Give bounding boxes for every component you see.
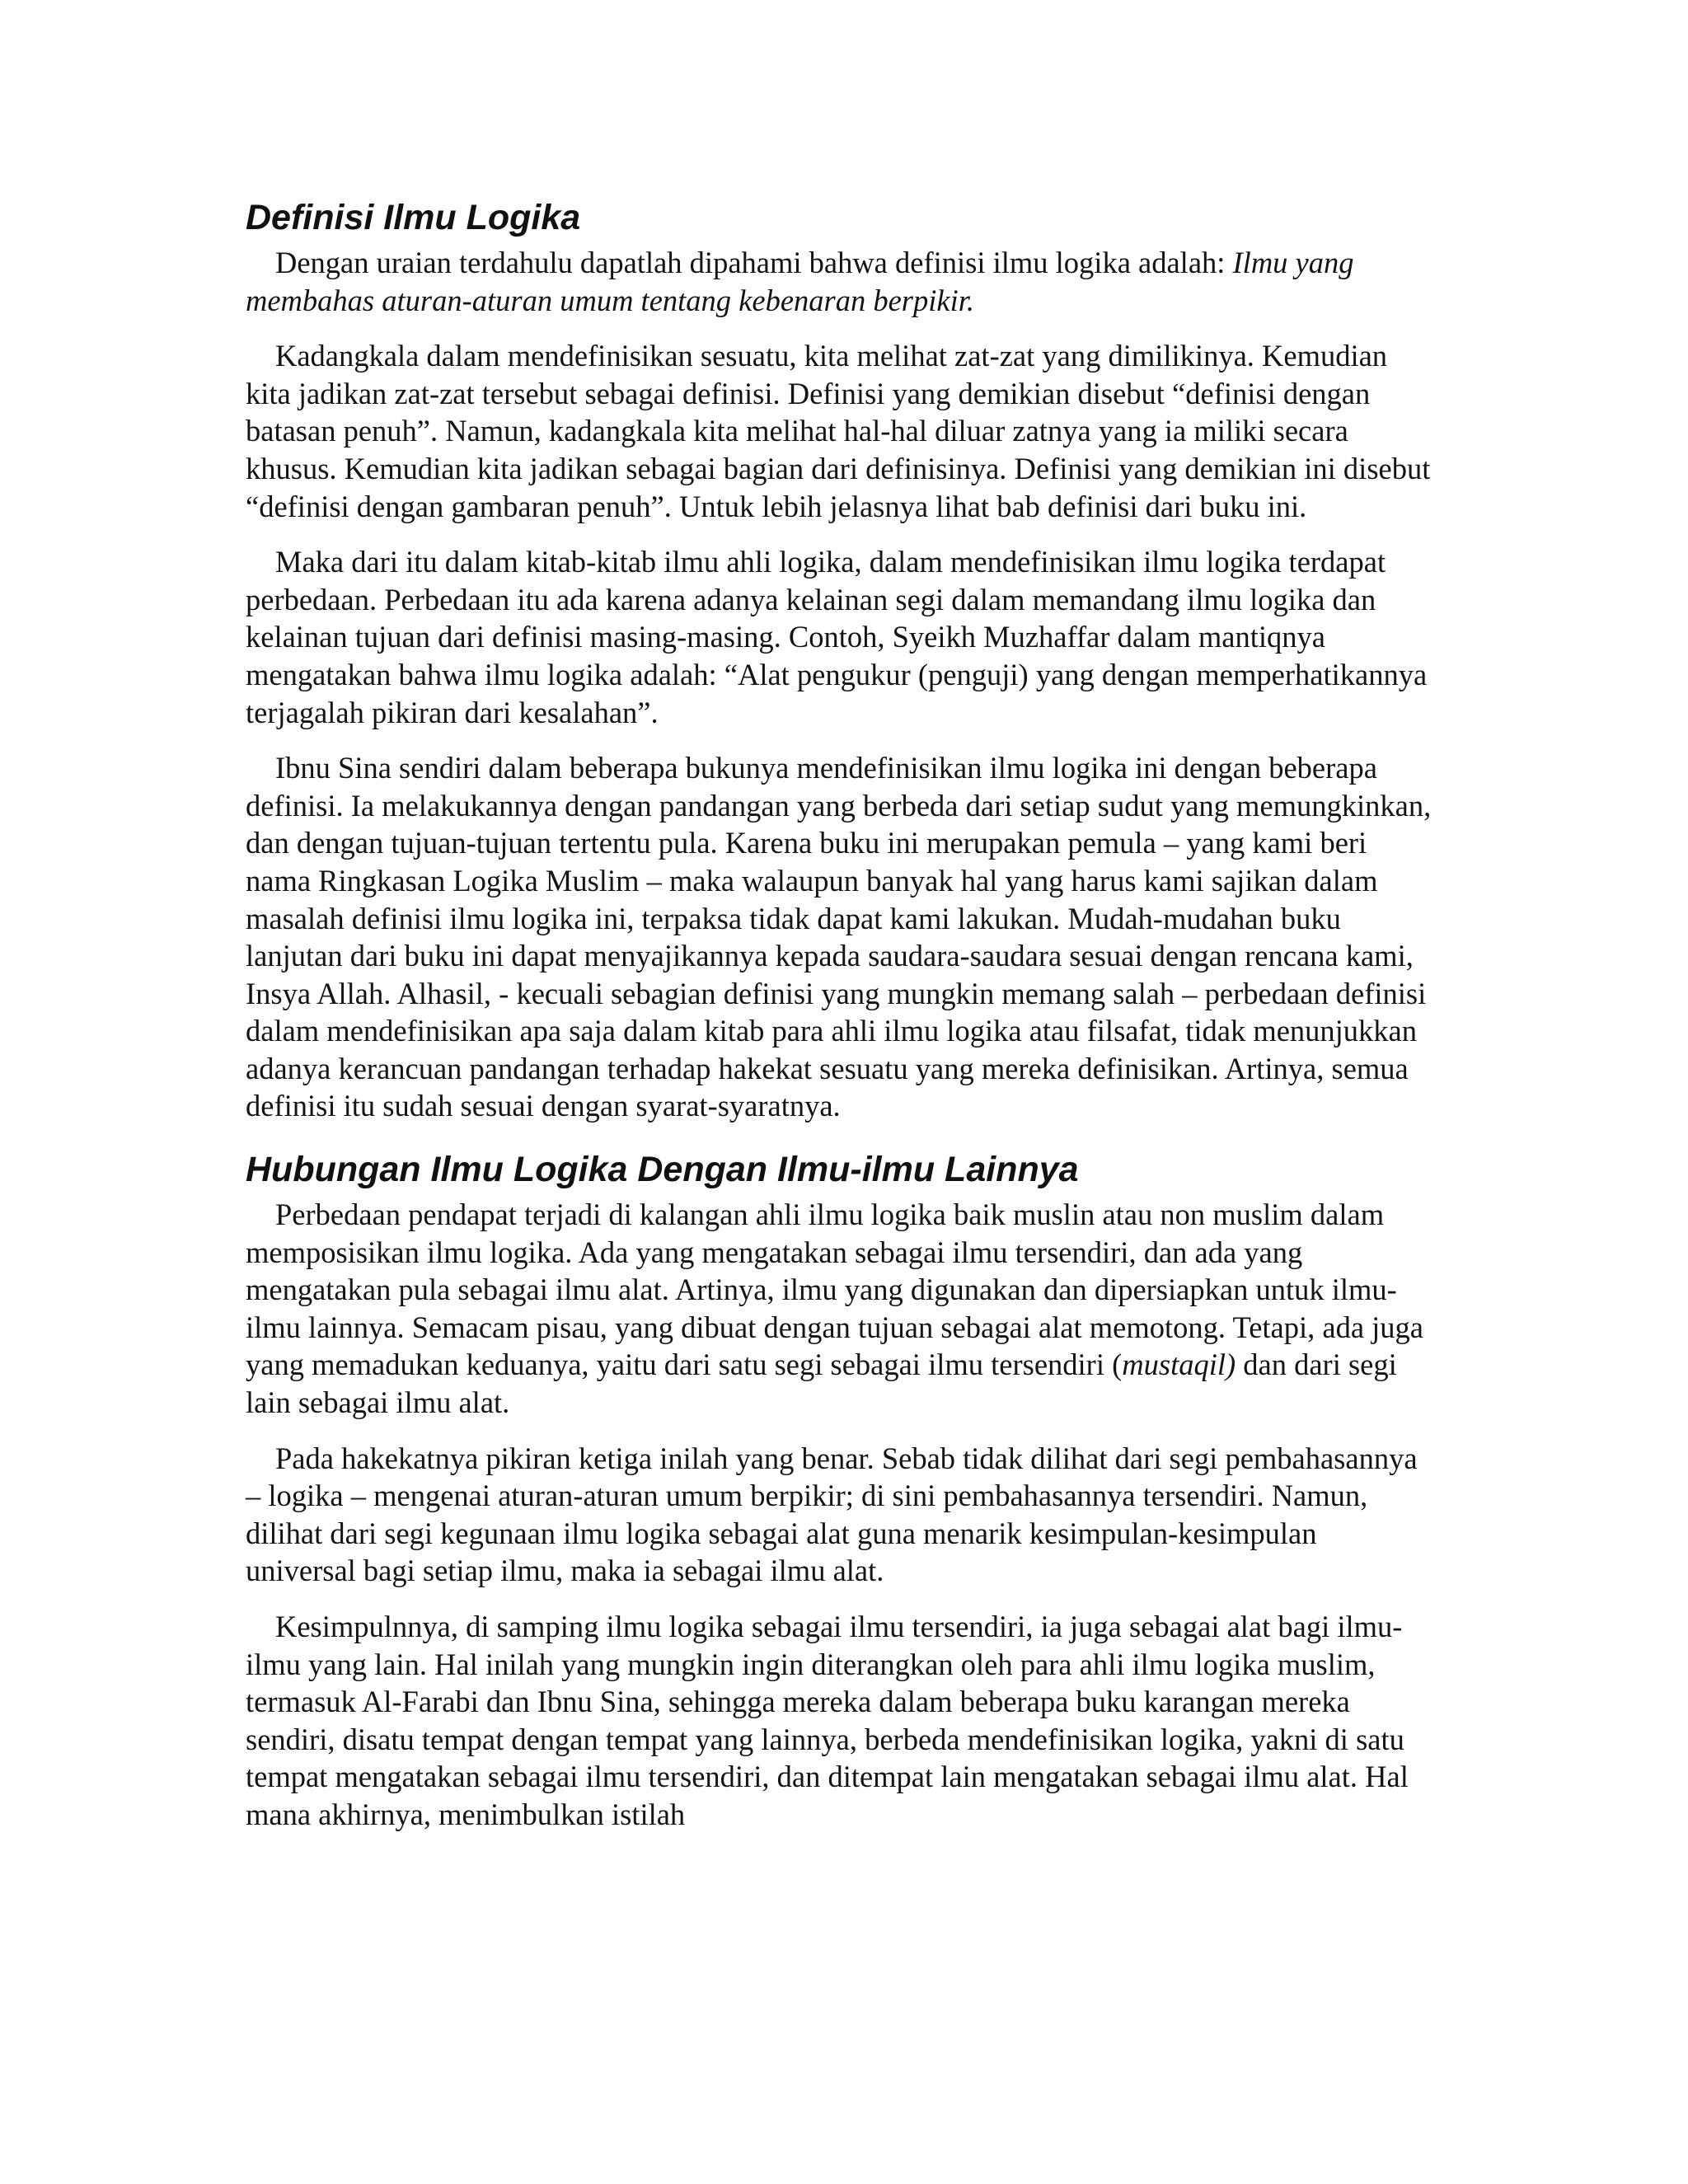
paragraph-perbedaan-pendapat <box>246 1196 1432 1422</box>
paragraph-definisi-zat: Kadangkala dalam mendefinisikan sesuatu, kita melihat zat-zat yang dimilikinya. Kemudian kita jadikan zat-zat tersebut sebagai definisi. Definisi yang demikian disebut “definisi dengan batasan penuh”. Namun, kadangkala kita melihat hal-hal diluar zatnya yang ia miliki secara khusus. Kemudian kita jadikan sebagai bagian dari definisinya. Definisi yang demikian ini disebut “definisi dengan gambaran penuh”. Untuk lebih jelasnya lihat bab definisi dari buku ini. <box>246 339 1431 523</box>
paragraph-definisi-intro <box>246 244 1432 319</box>
paragraph-italic-term: mustaqil) <box>1122 1347 1236 1382</box>
paragraph-kesimpulan: Kesimpulnnya, di samping ilmu logika sebagai ilmu tersendiri, ia juga sebagai alat bagi ilmu-ilmu yang lain. Hal inilah yang mungkin ingin diterangkan oleh para ahli ilmu logika muslim, termasuk Al-Farabi dan Ibnu Sina, sehingga mereka dalam beberapa buku karangan mereka sendiri, disatu tempat dengan tempat yang lainnya, berbeda mendefinisikan logika, yakni di satu tempat mengatakan sebagai ilmu tersendiri, dan ditempat lain mengatakan sebagai ilmu alat. Hal mana akhirnya, menimbulkan istilah <box>246 1610 1409 1831</box>
section-heading-hubungan: Hubungan Ilmu Logika Dengan Ilmu-ilmu Lainnya <box>246 1150 1079 1190</box>
paragraph-text: Perbedaan pendapat terjadi di kalangan ahli ilmu logika baik muslin atau non muslim dalam memposisikan ilmu logika. Ada yang mengatakan sebagai ilmu tersendiri, dan ada yang mengatakan pula sebagai ilmu alat. Artinya, ilmu yang digunakan dan dipersiapkan untuk ilmu-ilmu lainnya. Semacam pisau, yang dibuat dengan tujuan sebagai alat memotong. Tetapi, ada juga yang memadukan keduanya, yaitu dari satu segi sebagai ilmu tersendiri ( <box>246 1197 1423 1382</box>
section-heading-definisi: Definisi Ilmu Logika <box>246 198 581 237</box>
paragraph-text: Dengan uraian terdahulu dapatlah dipahami bahwa definisi ilmu logika adalah: <box>275 246 1233 279</box>
paragraph-perbedaan-definisi: Maka dari itu dalam kitab-kitab ilmu ahli logika, dalam mendefinisikan ilmu logika terdapat perbedaan. Perbedaan itu ada karena adanya kelainan segi dalam memandang ilmu logika dan kelainan tujuan dari definisi masing-masing. Contoh, Syeikh Muzhaffar dalam mantiqnya mengatakan bahwa ilmu logika adalah: “Alat pengukur (penguji) yang dengan memperhatikannya terjagalah pikiran dari kesalahan”. <box>246 545 1428 729</box>
paragraph-ibnu-sina: Ibnu Sina sendiri dalam beberapa bukunya mendefinisikan ilmu logika ini dengan beberapa definisi. Ia melakukannya dengan pandangan yang berbeda dari setiap sudut yang memungkinkan, dan dengan tujuan-tujuan tertentu pula. Karena buku ini merupakan pemula – yang kami beri nama Ringkasan Logika Muslim – maka walaupun banyak hal yang harus kami sajikan dalam masalah definisi ilmu logika ini, terpaksa tidak dapat kami lakukan. Mudah-mudahan buku lanjutan dari buku ini dapat menyajikannya kepada saudara-saudara sesuai dengan rencana kami, Insya Allah. Alhasil, - kecuali sebagian definisi yang mungkin memang salah – perbedaan definisi dalam mendefinisikan apa saja dalam kitab para ahli ilmu logika atau filsafat, tidak menunjukkan adanya kerancuan pandangan terhadap hakekat sesuatu yang mereka definisikan. Artinya, semua definisi itu sudah sesuai dengan syarat-syaratnya. <box>246 751 1432 1123</box>
paragraph-italic-definition: Ilmu yang membahas aturan-aturan umum tentang kebenaran berpikir. <box>246 246 1354 317</box>
paragraph-hakekat: Pada hakekatnya pikiran ketiga inilah yang benar. Sebab tidak dilihat dari segi pembahasannya – logika – mengenai aturan-aturan umum berpikir; di sini pembahasannya tersendiri. Namun, dilihat dari segi kegunaan ilmu logika sebagai alat guna menarik kesimpulan-kesimpulan universal bagi setiap ilmu, maka ia sebagai ilmu alat. <box>246 1441 1418 1588</box>
paragraph-text-after: dan dari segi lain sebagai ilmu alat. <box>246 1347 1397 1420</box>
document-page <box>246 194 1432 1834</box>
